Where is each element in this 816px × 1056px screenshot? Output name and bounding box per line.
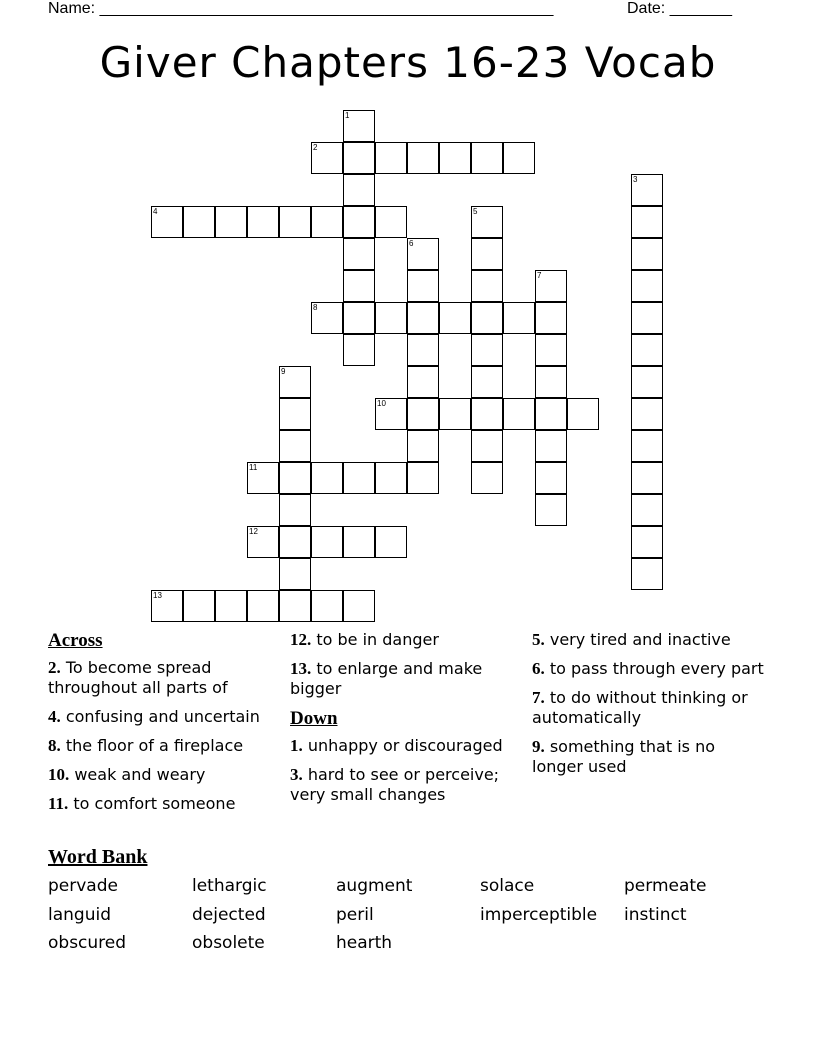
crossword-cell[interactable] [471, 206, 503, 238]
crossword-cell[interactable] [631, 494, 663, 526]
crossword-cell[interactable] [343, 526, 375, 558]
name-field: Name: ___________________________________________________ [48, 0, 554, 17]
crossword-cell[interactable] [183, 206, 215, 238]
crossword-cell[interactable] [151, 590, 183, 622]
clue-number: 12 [249, 527, 258, 536]
crossword-cell[interactable] [279, 558, 311, 590]
clue-number: 1 [345, 111, 350, 120]
word-bank-word: dejected [192, 905, 266, 925]
crossword-cell[interactable] [279, 494, 311, 526]
crossword-cell[interactable] [471, 142, 503, 174]
word-bank-word: hearth [336, 933, 393, 953]
page-title: Giver Chapters 16-23 Vocab [99, 38, 717, 87]
clue-column-1 [48, 630, 280, 823]
crossword-cell[interactable] [151, 206, 183, 238]
crossword-cell[interactable] [407, 238, 439, 270]
crossword-cell[interactable] [567, 398, 599, 430]
crossword-cell[interactable] [375, 462, 407, 494]
crossword-cell[interactable] [631, 430, 663, 462]
crossword-cell[interactable] [535, 366, 567, 398]
clue-number: 5 [473, 207, 478, 216]
crossword-cell[interactable] [535, 462, 567, 494]
clue-across-10: 10. weak and weary [48, 765, 206, 784]
clue-down-1: 1. unhappy or discouraged [290, 736, 503, 755]
crossword-cell[interactable] [343, 590, 375, 622]
clue-number: 11 [249, 463, 258, 472]
crossword-cell[interactable] [407, 270, 439, 302]
crossword-cell[interactable] [407, 462, 439, 494]
clue-number: 9 [281, 367, 286, 376]
crossword-cell[interactable] [343, 302, 375, 334]
crossword-cell[interactable] [375, 206, 407, 238]
crossword-cell[interactable] [343, 238, 375, 270]
crossword-cell[interactable] [631, 270, 663, 302]
crossword-cell[interactable] [311, 142, 343, 174]
clue-down-7: 7. to do without thinking or automatically [532, 688, 748, 727]
crossword-cell[interactable] [183, 590, 215, 622]
crossword-cell[interactable] [471, 366, 503, 398]
crossword-cell[interactable] [311, 302, 343, 334]
crossword-cell[interactable] [311, 590, 343, 622]
crossword-cell[interactable] [503, 142, 535, 174]
clue-number: 6 [409, 239, 414, 248]
crossword-cell[interactable] [535, 270, 567, 302]
word-bank-word: augment [336, 876, 413, 896]
crossword-cell[interactable] [407, 302, 439, 334]
clue-across-13: 13. to enlarge and make bigger [290, 659, 483, 698]
crossword-cell[interactable] [343, 142, 375, 174]
crossword-cell[interactable] [311, 206, 343, 238]
crossword-cell[interactable] [535, 398, 567, 430]
crossword-cell[interactable] [471, 302, 503, 334]
word-bank-word: solace [480, 876, 535, 896]
clue-number: 3 [633, 175, 638, 184]
crossword-cell[interactable] [471, 334, 503, 366]
crossword-cell[interactable] [535, 494, 567, 526]
crossword-cell[interactable] [631, 206, 663, 238]
crossword-cell[interactable] [279, 398, 311, 430]
crossword-cell[interactable] [503, 302, 535, 334]
crossword-cell[interactable] [375, 526, 407, 558]
crossword-cell[interactable] [439, 302, 471, 334]
clue-across-8: 8. the floor of a fireplace [48, 736, 244, 755]
crossword-cell[interactable] [471, 398, 503, 430]
clue-number: 2 [313, 143, 318, 152]
crossword-cell[interactable] [631, 302, 663, 334]
across-heading: Across [48, 630, 103, 651]
word-bank-word: lethargic [192, 876, 267, 896]
crossword-cell[interactable] [343, 110, 375, 142]
clue-down-3: 3. hard to see or perceive; very small changes [290, 765, 500, 804]
crossword-cell[interactable] [631, 462, 663, 494]
crossword-cell[interactable] [375, 142, 407, 174]
crossword-cell[interactable] [279, 206, 311, 238]
word-bank-word: imperceptible [480, 905, 598, 925]
crossword-cell[interactable] [631, 526, 663, 558]
crossword-cell[interactable] [471, 238, 503, 270]
crossword-cell[interactable] [343, 270, 375, 302]
crossword-cell[interactable] [631, 558, 663, 590]
crossword-cell[interactable] [343, 206, 375, 238]
crossword-cell[interactable] [471, 270, 503, 302]
crossword-cell[interactable] [631, 334, 663, 366]
crossword-cell[interactable] [215, 590, 247, 622]
crossword-cell[interactable] [631, 174, 663, 206]
clue-number: 7 [537, 271, 542, 280]
crossword-cell[interactable] [407, 430, 439, 462]
clue-down-9: 9. something that is no longer used [532, 737, 716, 776]
crossword-cell[interactable] [247, 462, 279, 494]
clue-across-12: 12. to be in danger [290, 630, 439, 649]
crossword-cell[interactable] [279, 366, 311, 398]
crossword-cell[interactable] [631, 398, 663, 430]
clue-number: 10 [377, 399, 386, 408]
word-bank-word: obscured [48, 933, 127, 953]
date-field: Date: _______ [627, 0, 732, 17]
crossword-cell[interactable] [407, 142, 439, 174]
crossword-cell[interactable] [471, 462, 503, 494]
crossword-cell[interactable] [311, 462, 343, 494]
crossword-cell[interactable] [279, 462, 311, 494]
crossword-cell[interactable] [535, 430, 567, 462]
crossword-cell[interactable] [407, 398, 439, 430]
clue-across-4: 4. confusing and uncertain [48, 707, 260, 726]
crossword-cell[interactable] [471, 430, 503, 462]
word-bank-word: pervade [48, 876, 118, 896]
clue-number: 8 [313, 303, 318, 312]
crossword-cell[interactable] [247, 590, 279, 622]
crossword-cell[interactable] [439, 142, 471, 174]
crossword-cell[interactable] [343, 174, 375, 206]
clue-column-3 [532, 630, 764, 786]
clue-across-11: 11. to comfort someone [48, 794, 236, 813]
word-bank-word: obsolete [192, 933, 265, 953]
crossword-cell[interactable] [535, 334, 567, 366]
crossword-cell[interactable] [279, 526, 311, 558]
crossword-cell[interactable] [215, 206, 247, 238]
crossword-cell[interactable] [375, 398, 407, 430]
clue-down-6: 6. to pass through every part [532, 659, 764, 678]
crossword-cell[interactable] [279, 430, 311, 462]
crossword-cell[interactable] [407, 334, 439, 366]
crossword-cell[interactable] [439, 398, 471, 430]
clue-across-2: 2. To become spread throughout all parts of [48, 658, 228, 697]
word-bank-word: peril [336, 905, 374, 925]
clue-column-2 [290, 630, 522, 814]
word-bank-word: permeate [624, 876, 707, 896]
crossword-cell[interactable] [279, 590, 311, 622]
crossword-cell[interactable] [503, 398, 535, 430]
crossword-cell[interactable] [631, 366, 663, 398]
crossword-cell[interactable] [375, 302, 407, 334]
clue-down-5: 5. very tired and inactive [532, 630, 731, 649]
crossword-cell[interactable] [407, 366, 439, 398]
clue-number: 4 [153, 207, 158, 216]
word-bank-heading: Word Bank [48, 846, 148, 868]
crossword-cell[interactable] [311, 526, 343, 558]
crossword-cell[interactable] [247, 526, 279, 558]
word-bank-word: languid [48, 905, 111, 925]
crossword-cell[interactable] [343, 462, 375, 494]
down-heading: Down [290, 708, 338, 729]
crossword-cell[interactable] [535, 302, 567, 334]
crossword-cell[interactable] [247, 206, 279, 238]
clue-number: 13 [153, 591, 162, 600]
word-bank-word: instinct [624, 905, 687, 925]
crossword-cell[interactable] [343, 334, 375, 366]
crossword-cell[interactable] [631, 238, 663, 270]
